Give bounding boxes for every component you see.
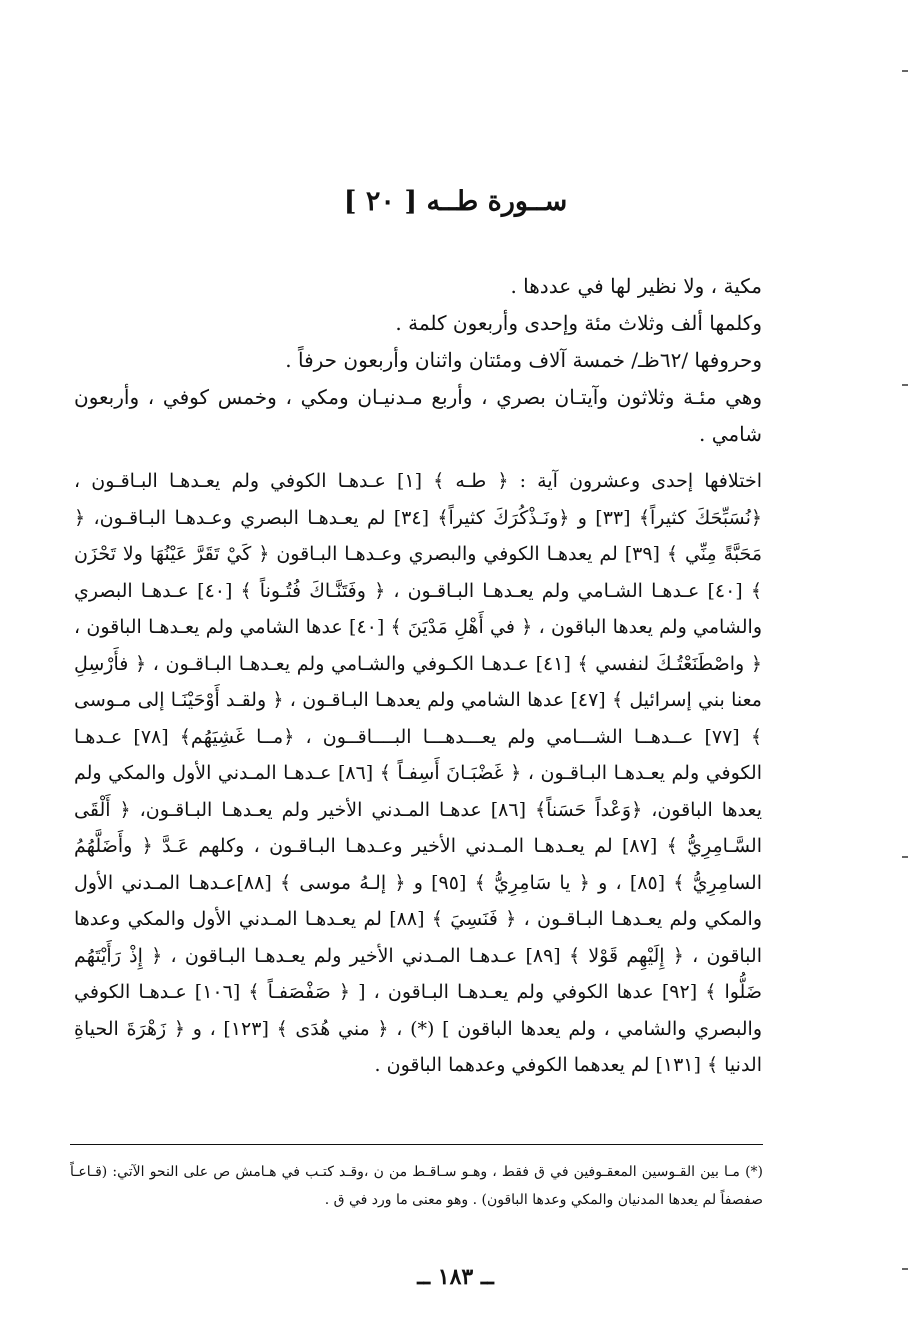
intro-line-words: وكلمها ألف وثلاث مئة وإحدى وأربعون كلمة . (395, 311, 762, 335)
page-number: ــ ١٨٣ ــ (417, 1264, 494, 1290)
margin-mark (902, 1268, 908, 1270)
surah-title: ســورة طــه [ ٢٠ ] (343, 186, 568, 217)
intro-line-letters: وحروفها /٦٢ظـ/ خمسة آلاف ومئتان واثنان وأربعون حرفاً . (285, 348, 762, 372)
intro-line-verses: وهي مئـة وثلاثون وآيتـان بصري ، وأربع مـدنيـان ومكي ، وخمس كوفي ، وأربعون شامي . (74, 385, 762, 446)
margin-mark (902, 70, 908, 72)
differences-paragraph: اختلافها إحدى وعشرون آية : ﴿ طـه ﴾ [١] عـدهـا الكوفي ولم يعـدهـا البـاقـون ، ﴿نُسَبِّحَكَ كثيراً﴾ [٣٣] و ﴿ونَـذْكُرَكَ كثيراً﴾ [٣٤] لم يعـدهـا البصري وعـدهـا البـاقـون، ﴿ مَحَبَّةً مِنِّي ﴾ [٣٩] لم يعدهـا الكوفي والبصري وعـدهـا البـاقون ﴿ كَيْ تَقَرَّ عَيْنُهَا ولا تَحْزَن ﴾ [٤٠] عـدهـا الشـامي ولم يعـدهـا البـاقـون ، ﴿ وفَتَنَّـاكَ فُتُـوناً ﴾ [٤٠] عـدهـا البصري والشامي ولم يعدها الباقون ، ﴿ في أَهْلِ مَدْيَنَ ﴾ [٤٠] عدها الشامي ولم يعـدهـا الباقون ، ﴿ واصْطَنَعْتُـكَ لنفسي ﴾ [٤١] عـدهـا الكـوفي والشـامي ولم يعـدهـا البـاقـون ، ﴿ فأَرْسِلِ معنا بني إسرائيل ﴾ [٤٧] عدها الشامي ولم يعدهـا البـاقـون ، ﴿ ولقـد أَوْحَيْنَـا إلى مـوسى ﴾ [٧٧] عــدهــا الشـــامي ولم يعـــدهـــا البــــاقــون ، ﴿مــا غَشِيَهُم﴾ [٧٨] عـدهـا الكوفي ولم يعـدهـا البـاقـون ، ﴿ غَضْبَـانَ أَسِفـاً ﴾ [٨٦] عـدهـا المـدني الأول والمكي ولم يعدها الباقون، ﴿وَعْداً حَسَناً﴾ [٨٦] عدهـا المـدني الأخير ولم يعـدهـا البـاقـون، ﴿ أَلْقَى السَّـامِرِيُّ ﴾ [٨٧] لم يعـدهـا المـدني الأخير وعـدهـا البـاقـون ، وكلهم عَـدَّ ﴿ وأَضَلَّهُمُ السامِرِيُّ ﴾ [٨٥] ، و ﴿ يا سَامِرِيُّ ﴾ [٩٥] و ﴿ إلـهُ موسى ﴾ [٨٨]عـدهـا المـدني الأول والمكي ولم يعـدهـا البـاقـون ، ﴿ فَنَسِيَ ﴾ [٨٨] لم يعـدهـا المـدني الأول والمكي وعدها الباقون ، ﴿ إِلَيْهِم قَوْلا ﴾ [٨٩] عـدهـا المـدني الأخير ولم يعـدهـا البـاقون ، ﴿ إِذْ رَأَيْتَهُم ضَلُّوا ﴾ [٩٢] عدها الكوفي ولم يعـدهـا البـاقون ، [ ﴿ صَفْصَفـاً ﴾ [١٠٦] عـدهـا الكوفي والبصري والشامي ، ولم يعدها الباقون ] (*) ، ﴿ مني هُدَى ﴾ [١٢٣] ، و ﴿ زَهْرَةَ الحياةِ الدنيا ﴾ [١٣١] لم يعدهما الكوفي وعدهما الباقون . (74, 470, 763, 1076)
footnote-divider (70, 1144, 763, 1145)
margin-mark (902, 856, 908, 858)
intro-block (74, 268, 762, 453)
margin-mark (902, 384, 908, 386)
intro-line-makkiyya: مكية ، ولا نظير لها في عددها . (510, 274, 762, 298)
footnote: (*) مـا بين القـوسين المعقـوفين في ق فقط ، وهـو سـاقـط من ن ،وقـد كتـب في هـامش ص على النحو الآتي: (قـاعـاً صفصفاً لم يعدها المدنيان والمكي وعدها الباقون) . وهو معنى ما ورد في ق . (70, 1164, 763, 1208)
